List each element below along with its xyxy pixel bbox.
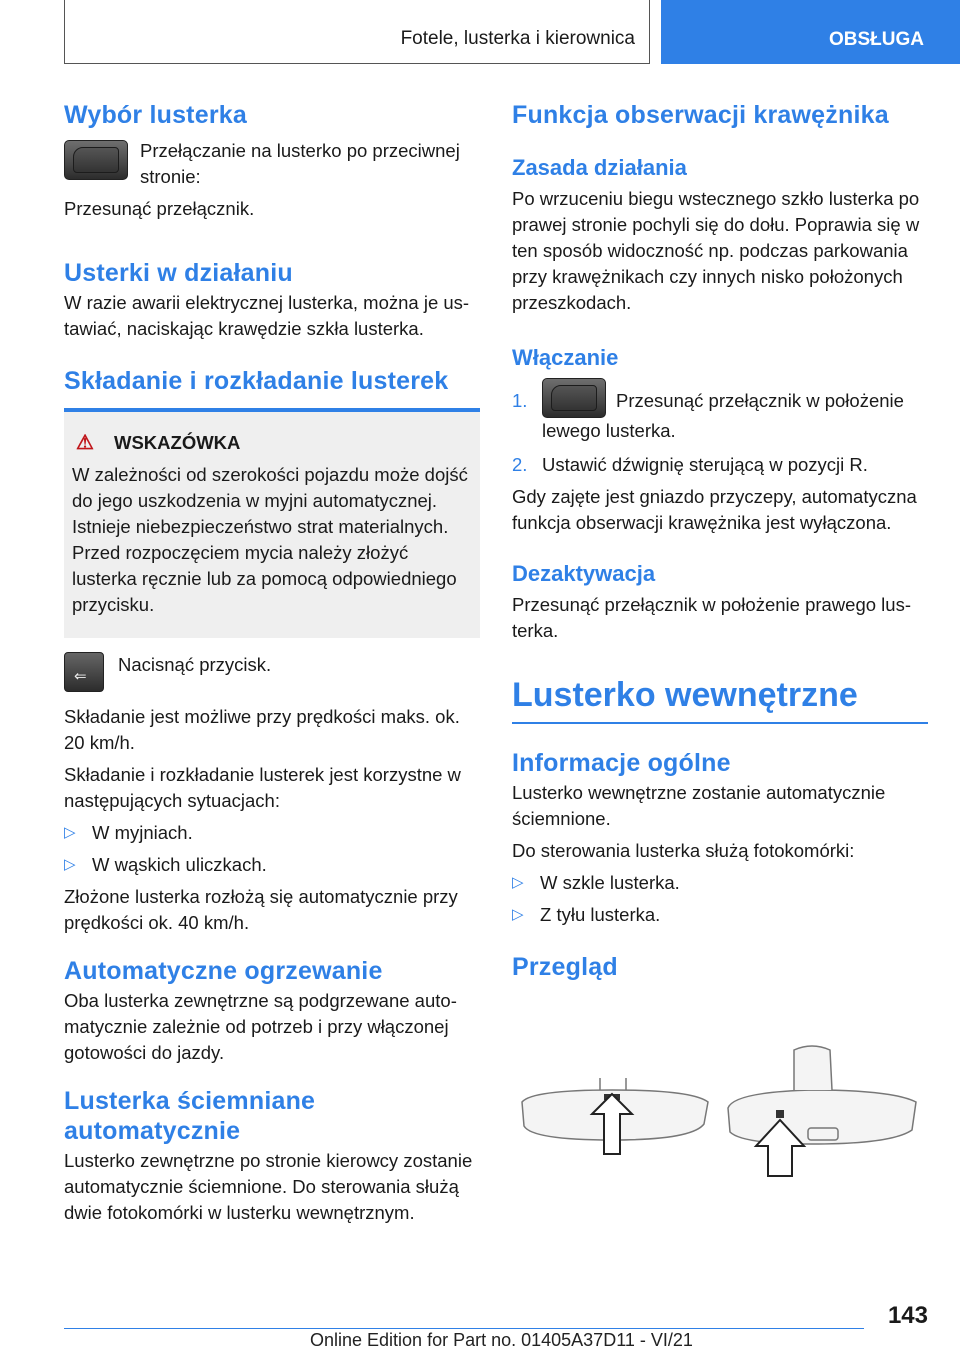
interior-mirror-illustration <box>512 1042 928 1182</box>
header-box <box>64 0 650 64</box>
list-item <box>512 452 928 478</box>
ogrzewanie-text: Oba lusterka zewnętrzne są podgrzewane automatycznie zależnie od potrzeb i przy włączonej gotowości do jazdy. <box>64 990 457 1063</box>
bullet-icon: ▷ <box>64 856 76 873</box>
footer-rule <box>64 1328 864 1329</box>
przeglad-title: Przegląd <box>512 952 618 981</box>
step-number: 1. <box>512 390 528 411</box>
warning-icon: ⚠ <box>76 432 94 454</box>
usterki-title: Usterki w działaniu <box>64 259 293 287</box>
skladanie-text3: Złożone lusterka rozłożą się automatycznie przy prędkości ok. 40 km/h. <box>64 886 458 933</box>
list-item <box>64 820 480 846</box>
list-item-text: Z tyłu lusterka. <box>540 903 661 925</box>
wybor-text: Przesunąć przełącznik. <box>64 198 255 219</box>
right-column <box>512 100 928 982</box>
list-item-text: W wąskich uliczkach. <box>92 854 267 875</box>
warning-box <box>64 412 480 638</box>
ogrzewanie-title: Automatyczne ogrzewanie <box>64 957 383 985</box>
wlaczanie-text: Gdy zajęte jest gniazdo przyczepy, automatyczna funkcja obserwacji krawężnika jest wyłączona. <box>512 486 917 533</box>
info-title: Informacje ogólne <box>512 748 731 777</box>
wybor-icon-text: Przełączanie na lusterko po przeciwnej stronie: <box>140 140 460 187</box>
section-tab <box>661 0 960 64</box>
funkcja-title: Funkcja obserwacji krawężnika <box>512 101 889 129</box>
list-item <box>64 852 480 878</box>
warning-text: W zależności od szerokości pojazdu może dojść do jego uszkodzenia w myjni automatycznej. Istnieje niebezpieczeństwo strat materialnych. Przed rozpoczęciem mycia należy złożyć lusterka ręcznie lub za pomocą odpowiedniego przycisku. <box>72 464 468 615</box>
wewnetrzne-title: Lusterko wewnętrzne <box>512 676 858 714</box>
bullet-icon: ▷ <box>64 824 76 841</box>
list-item-text: W myjniach. <box>92 822 193 843</box>
fold-icon-text: Nacisnąć przycisk. <box>118 654 272 675</box>
skladanie-title: Składanie i rozkładanie lusterek <box>64 367 449 395</box>
title-rule <box>512 722 928 724</box>
warning-title: WSKAZÓWKA <box>114 432 241 453</box>
step-text: Ustawić dźwignię sterującą w pozycji R. <box>542 454 868 475</box>
bullet-icon: ▷ <box>512 873 524 891</box>
info-text1: Lusterko wewnętrzne zostanie automatycznie ściemnione. <box>512 781 886 829</box>
list-item <box>512 902 928 928</box>
sciemniane-title-1: Lusterka ściemniane <box>64 1087 316 1115</box>
dezaktywacja-text: Przesunąć przełącznik w położenie prawego lusterka. <box>512 594 911 641</box>
skladanie-text1: Składanie jest możliwe przy prędkości maks. ok. 20 km/h. <box>64 706 460 753</box>
edition-text: Online Edition for Part no. 01405A37D11 - VI/21 <box>310 1330 693 1350</box>
wybor-icon-row <box>64 138 480 190</box>
mirror-rear-view <box>728 1046 916 1144</box>
fold-mirror-button-icon: ⇐ <box>64 652 104 692</box>
list-item-text: W szkle lusterka. <box>540 871 680 893</box>
step-text: Przesunąć przełącznik w położenie <box>616 390 904 411</box>
usterki-text: W razie awarii elektrycznej lusterka, można je ustawiać, naciskając krawędzie szkła lusterka. <box>64 292 470 339</box>
wlaczanie-title: Włączanie <box>512 345 619 370</box>
mirror-switch-icon <box>64 140 128 180</box>
zasada-text: Po wrzuceniu biegu wstecznego szkło lusterka po prawej stronie pochyli się do dołu. Poprawia się w ten sposób widoczność np. podczas parkowania przy krawężnikach czy innych nisko położonych przeszkodach. <box>512 188 920 313</box>
info-text2: Do sterowania lusterka służą fotokomórki: <box>512 839 855 861</box>
list-item <box>512 388 928 444</box>
chapter-title: Fotele, lusterka i kierownica <box>400 28 635 49</box>
sciemniane-text: Lusterko zewnętrzne po stronie kierowcy zostanie automatycznie ściemnione. Do sterowania służą dwie fotokomórki w lusterku wewnętrznym. <box>64 1150 473 1223</box>
wybor-title: Wybór lusterka <box>64 101 247 129</box>
step-text-cont: lewego lusterka. <box>542 420 676 441</box>
fold-icon-row <box>64 652 480 692</box>
left-column <box>64 100 480 1226</box>
list-item <box>512 870 928 896</box>
zasada-title: Zasada działania <box>512 155 687 180</box>
skladanie-text2: Składanie i rozkładanie lusterek jest korzystne w następujących sytuacjach: <box>64 764 461 811</box>
sciemniane-title-2: automatycznie <box>64 1117 241 1145</box>
warning-heading <box>72 430 472 456</box>
bullet-icon: ▷ <box>512 905 524 923</box>
page-number: 143 <box>887 1302 928 1329</box>
mirror-switch-icon <box>542 378 606 418</box>
step-number: 2. <box>512 454 528 475</box>
section-tab-label: OBSŁUGA <box>829 29 924 50</box>
dezaktywacja-title: Dezaktywacja <box>512 561 656 586</box>
